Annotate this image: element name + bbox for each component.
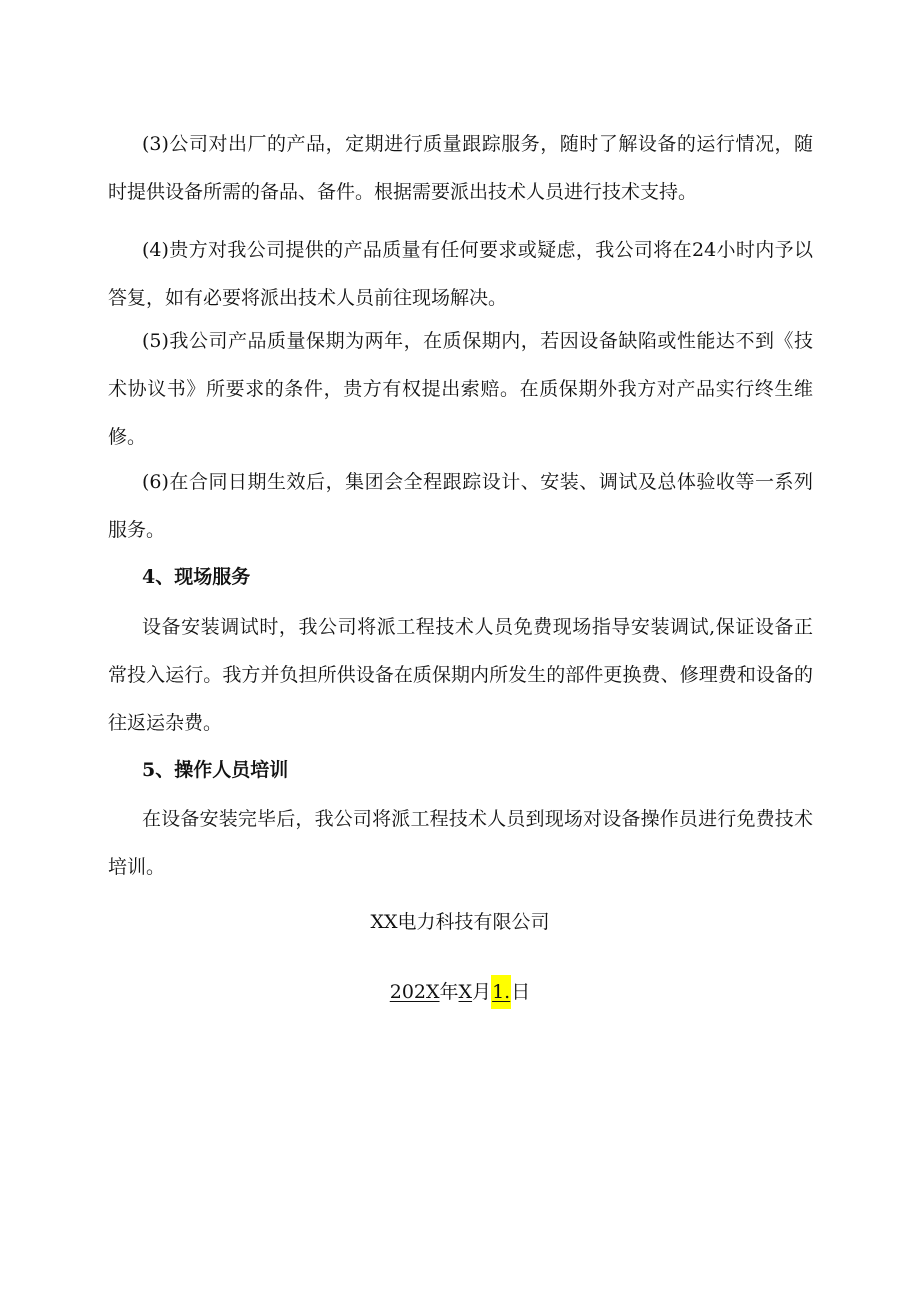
paragraph-3: (3)公司对出厂的产品，定期进行质量跟踪服务，随时了解设备的运行情况，随时提供设备所需的备品、备件。根据需要派出技术人员进行技术支持。 [108,133,813,203]
date-year-suffix: 年 [439,981,459,1003]
date-month: X [458,981,473,1003]
section-4-body: 设备安装调试时，我公司将派工程技术人员免费现场指导安装调试,保证设备正常投入运行。我方并负担所供设备在质保期内所发生的部件更换费、修理费和设备的往返运杂费。 [108,616,813,734]
date-day-suffix: 日 [511,981,531,1003]
section-4-heading: 4、现场服务 [142,566,251,588]
company-name: XX电力科技有限公司 [370,911,550,933]
section-5-body: 在设备安装完毕后，我公司将派工程技术人员到现场对设备操作员进行免费技术培训。 [108,808,813,878]
paragraph-6: (6)在合同日期生效后，集团会全程跟踪设计、安装、调试及总体验收等一系列服务。 [108,471,813,541]
date-month-suffix: 月 [472,981,492,1003]
signature-date [0,968,920,1016]
section-5-heading: 5、操作人员培训 [142,759,289,781]
date-day-highlight: 1. [491,975,511,1009]
date-year: 202X [389,981,440,1003]
paragraph-5: (5)我公司产品质量保期为两年，在质保期内，若因设备缺陷或性能达不到《技术协议书》所要求的条件，贵方有权提出索赔。在质保期外我方对产品实行终生维修。 [108,330,813,448]
paragraph-4: (4)贵方对我公司提供的产品质量有任何要求或疑虑，我公司将在24小时内予以答复，如有必要将派出技术人员前往现场解决。 [108,239,813,309]
